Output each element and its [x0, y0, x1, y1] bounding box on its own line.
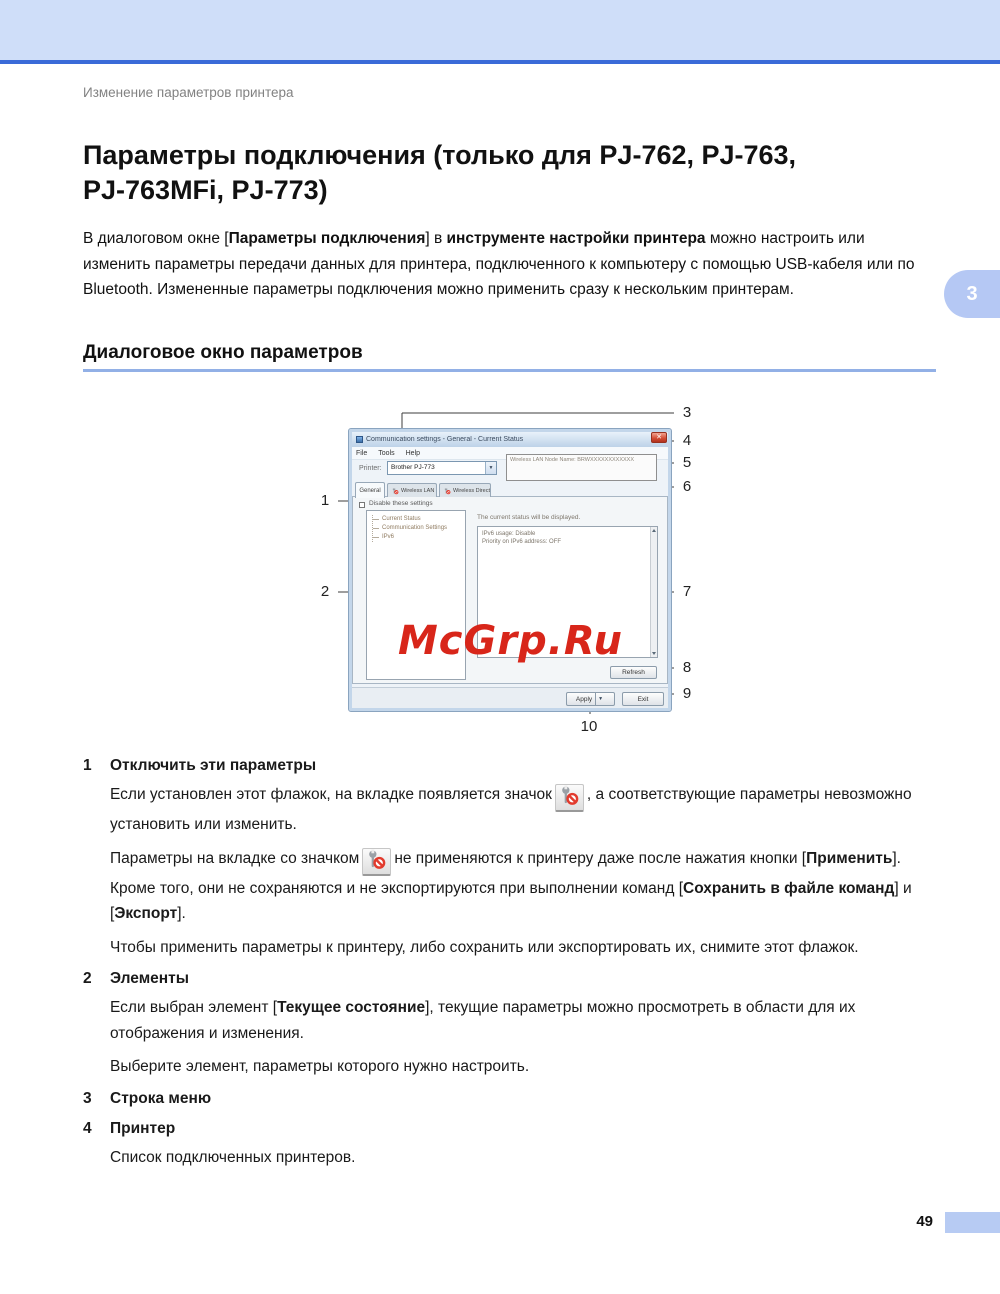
scrollbar	[650, 527, 657, 657]
item-text: Параметры на вкладке со значком	[110, 849, 360, 867]
chevron-down-icon: ▼	[595, 693, 605, 705]
communication-settings-dialog	[348, 428, 672, 712]
settings-disabled-icon	[391, 487, 399, 495]
tree-item-communication-settings: Communication Settings	[373, 524, 465, 533]
page-title-line1: Параметры подключения (только для PJ-762, PJ-763,	[83, 140, 797, 170]
status-line-ipv6-priority: Priority on IPv6 address: OFF	[482, 539, 562, 545]
list-item	[83, 1120, 935, 1179]
section-heading-rule	[83, 369, 936, 372]
intro-paragraph	[83, 226, 933, 303]
disable-settings-label: Disable these settings	[369, 500, 433, 507]
running-header: Изменение параметров принтера	[83, 85, 294, 100]
dialog-titlebar	[352, 432, 668, 447]
item-bold: Применить	[806, 849, 893, 867]
intro-text: можно настроить или изменить параметры передачи данных для принтера, подключенного к компьютеру с помощью USB-кабеля или по Bluetooth. Измененные параметры подключения можно применить сразу к нескольким принтерам.	[83, 230, 915, 298]
callout-3: 3	[682, 404, 692, 421]
exit-button: Exit	[622, 692, 664, 706]
tab-general-label: General	[359, 487, 381, 494]
item-text: ].	[177, 905, 186, 922]
callout-5: 5	[682, 454, 692, 471]
callout-2: 2	[320, 583, 330, 600]
item-number: 4	[83, 1119, 92, 1137]
item-paragraph: Чтобы применить параметры к принтеру, либо сохранить или экспортировать их, снимите этот флажок.	[110, 938, 859, 956]
item-text: , а соответствующие параметры невозможно установить или изменить.	[110, 786, 912, 833]
callout-9: 9	[682, 685, 692, 702]
scroll-down-icon	[652, 652, 656, 655]
item-number: 2	[83, 970, 92, 987]
intro-text: В диалоговом окне [	[83, 230, 229, 247]
item-heading: Элементы	[110, 970, 189, 987]
item-paragraph: Выберите элемент, параметры которого нужно настроить.	[110, 1058, 530, 1075]
dialog-figure	[0, 398, 1000, 750]
close-icon: ✕	[651, 432, 667, 443]
callout-4: 4	[682, 432, 692, 449]
item-paragraph	[110, 782, 932, 838]
page-number-bar	[945, 1212, 1000, 1233]
menu-file: File	[356, 449, 368, 457]
watermark: McGrp.Ru	[398, 618, 623, 664]
item-heading: Принтер	[110, 1119, 176, 1137]
printer-dropdown-value: Brother PJ-773	[391, 464, 435, 471]
apply-button-label: Apply	[575, 695, 593, 703]
item-paragraph: Список подключенных принтеров.	[110, 1148, 356, 1166]
callout-8: 8	[682, 659, 692, 676]
refresh-button: Refresh	[610, 666, 657, 679]
item-number: 3	[83, 1089, 92, 1107]
item-text: Если выбран элемент [	[110, 999, 278, 1016]
item-text: ] и [	[110, 879, 912, 922]
item-bold: Экспорт	[114, 905, 178, 922]
section-heading: Диалоговое окно параметров	[83, 342, 363, 363]
apply-button	[566, 692, 615, 706]
settings-disabled-icon	[443, 487, 451, 495]
item-text: Если установлен этот флажок, на вкладке появляется значок	[110, 786, 552, 803]
panel-hint-text: The current status will be displayed.	[477, 514, 581, 521]
status-line-ipv6-usage: IPv6 usage: Disable	[482, 531, 536, 537]
menu-help: Help	[405, 449, 421, 457]
list-item	[83, 1090, 935, 1118]
chapter-number: 3	[966, 282, 978, 305]
item-text: ]. Кроме того, они не сохраняются и не экспортируются при выполнении команд [	[110, 849, 901, 897]
page-title	[83, 138, 983, 208]
dialog-title: Communication settings - General - Current Status	[366, 436, 524, 443]
tab-wireless-lan	[387, 483, 437, 497]
explanations-list	[83, 757, 935, 1180]
tab-wireless-direct	[439, 483, 491, 497]
item-heading: Отключить эти параметры	[110, 757, 317, 774]
printer-label: Printer:	[359, 465, 382, 472]
top-banner	[0, 0, 1000, 64]
item-number: 1	[83, 757, 92, 774]
page-title-line2: PJ-763MFi, PJ-773)	[83, 175, 328, 205]
callout-6: 6	[682, 478, 692, 495]
list-item	[83, 970, 935, 1088]
tab-wireless-lan-label: Wireless LAN	[401, 487, 435, 494]
item-heading: Строка меню	[110, 1089, 212, 1107]
printer-dropdown	[387, 461, 497, 475]
menu-tools: Tools	[378, 449, 395, 457]
callout-7: 7	[682, 583, 692, 600]
item-bold: Текущее состояние	[277, 999, 426, 1016]
tree-item-ipv6: IPv6	[373, 533, 465, 542]
settings-disabled-icon	[362, 848, 391, 876]
intro-text: ] в	[425, 230, 447, 247]
tree-item-current-status: Current Status	[373, 515, 465, 524]
disable-settings-checkbox	[359, 502, 365, 508]
item-paragraph	[110, 846, 932, 927]
settings-disabled-icon	[555, 784, 584, 812]
scroll-up-icon	[652, 529, 656, 532]
intro-bold-dialog-name: Параметры подключения	[228, 230, 426, 247]
item-text: ], текущие параметры можно просмотреть в области для их отображения и изменения.	[110, 999, 856, 1042]
item-bold: Сохранить в файле команд	[683, 879, 895, 897]
tab-general	[355, 482, 385, 498]
list-item	[83, 757, 935, 968]
item-text: не применяются к принтеру даже после нажатия кнопки [	[394, 849, 807, 867]
intro-bold-tool-name: инструменте настройки принтера	[446, 230, 706, 247]
item-paragraph	[110, 995, 882, 1046]
callout-10: 10	[580, 718, 598, 735]
chevron-down-icon: ▼	[485, 462, 496, 474]
app-icon	[356, 436, 363, 443]
tab-wireless-direct-label: Wireless Direct	[453, 487, 490, 494]
page-number: 49	[916, 1213, 933, 1230]
chapter-tab	[944, 270, 1000, 318]
callout-1: 1	[320, 492, 330, 509]
node-name-box: Wireless LAN Node Name: BRWXXXXXXXXXXXX	[506, 454, 657, 481]
dialog-bottom-strip	[352, 687, 668, 708]
